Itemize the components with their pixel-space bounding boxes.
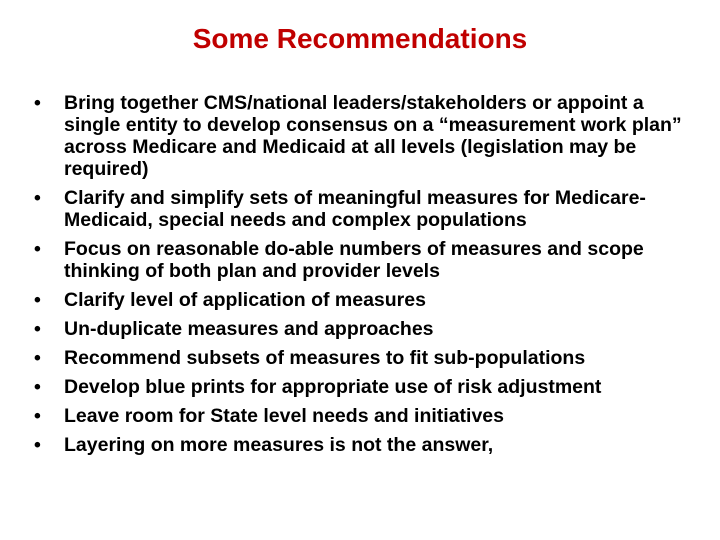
- bullet-dot-icon: •: [34, 289, 41, 311]
- bullet-item: [34, 434, 694, 456]
- bullet-text: Bring together CMS/national leaders/stakeholders or appoint a single entity to develop consensus on a “measurement work plan” across Medicare and Medicaid at all levels (legislation may be required): [64, 92, 682, 180]
- bullet-item: [34, 238, 694, 282]
- bullet-text: Clarify level of application of measures: [64, 289, 426, 311]
- bullet-dot-icon: •: [34, 318, 41, 340]
- bullet-text: Leave room for State level needs and initiatives: [64, 405, 504, 427]
- bullet-item: [34, 92, 694, 180]
- bullet-text: Un-duplicate measures and approaches: [64, 318, 434, 340]
- bullet-dot-icon: •: [34, 187, 41, 209]
- bullet-dot-icon: •: [34, 376, 41, 398]
- bullet-item: [34, 289, 694, 311]
- bullet-text: Focus on reasonable do-able numbers of measures and scope thinking of both plan and provider levels: [64, 238, 644, 282]
- bullet-item: [34, 405, 694, 427]
- bullet-text: Layering on more measures is not the answer,: [64, 434, 494, 456]
- bullet-list: [34, 92, 694, 463]
- bullet-text: Clarify and simplify sets of meaningful measures for Medicare-Medicaid, special needs and complex populations: [64, 187, 646, 231]
- bullet-item: [34, 347, 694, 369]
- bullet-text: Develop blue prints for appropriate use of risk adjustment: [64, 376, 602, 398]
- bullet-dot-icon: •: [34, 238, 41, 260]
- bullet-item: [34, 318, 694, 340]
- bullet-dot-icon: •: [34, 405, 41, 427]
- bullet-item: [34, 376, 694, 398]
- bullet-dot-icon: •: [34, 347, 41, 369]
- slide-title: Some Recommendations: [192, 23, 528, 54]
- bullet-dot-icon: •: [34, 92, 41, 114]
- bullet-item: [34, 187, 694, 231]
- bullet-text: Recommend subsets of measures to fit sub-populations: [64, 347, 586, 369]
- bullet-dot-icon: •: [34, 434, 41, 456]
